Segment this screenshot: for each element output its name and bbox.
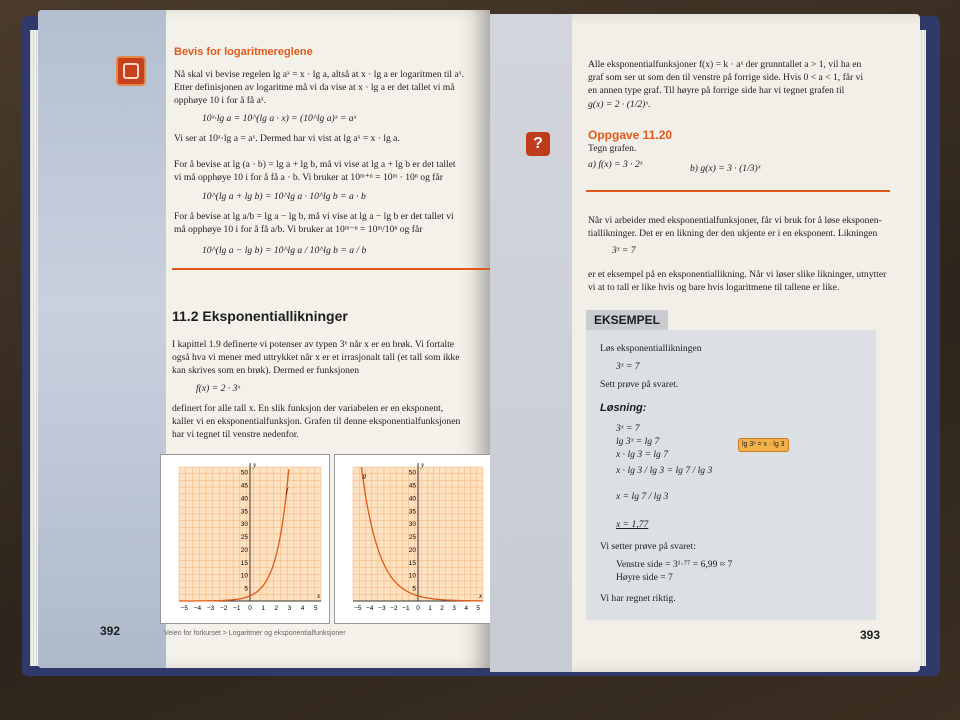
proof-line: vi må opphøye 10 i for å få a · b. Vi bruker at 10ᵐ⁺ⁿ = 10ᵐ · 10ⁿ og får (174, 172, 443, 183)
graph-g (334, 454, 490, 624)
page-footer: Veien for forkurset > Logaritmer og eksponentialfunksjoner (164, 630, 346, 637)
proof-line: For å bevise at lg a/b = lg a − lg b, må vi vise at lg a − lg b er det tallet vi (174, 211, 454, 222)
x-tick-label: −3 (378, 605, 386, 612)
x-tick-label: −4 (366, 605, 374, 612)
x-tick-label: 0 (416, 605, 420, 612)
right-page (490, 14, 920, 672)
solution-result: x = 1,77 (616, 519, 649, 530)
solution-step: x · lg 3 = lg 7 (616, 449, 669, 460)
solution-step: x · lg 3 / lg 3 = lg 7 / lg 3 (616, 465, 713, 476)
solution-step: lg 3ˣ = lg 7 (616, 436, 660, 447)
y-tick-label: 45 (240, 482, 248, 490)
body-line: kan skrives som en brøk). Dermed er funksjonen (172, 365, 360, 376)
y-tick-label: 5 (412, 585, 416, 593)
section-rule (172, 268, 490, 270)
intro-line: graf som ser ut som den til venstre på forrige side. Hvis 0 < a < 1, får vi (588, 72, 864, 83)
solution-step: 3ˣ = 7 (616, 423, 640, 434)
y-tick-label: 30 (240, 521, 248, 529)
x-tick-label: −3 (206, 605, 215, 612)
x-tick-label: −1 (233, 605, 241, 612)
proof-line: Nå skal vi bevise regelen lg aˣ = x · lg a, altså at x · lg a er logaritmen til aˣ. (174, 69, 464, 80)
y-tick-label: 10 (408, 572, 416, 580)
body-line: kaller vi en eksponentialfunksjon. Grafen til denne eksponentialfunksjonen (172, 416, 461, 427)
curve-label: f (286, 486, 289, 495)
equation: 10^(lg a − lg b) = 10^lg a / 10^lg b = a / b (202, 245, 367, 256)
y-tick-label: 10 (240, 572, 248, 580)
x-tick-label: 4 (464, 605, 468, 612)
y-tick-label: 25 (240, 534, 248, 542)
solution-step: x = lg 7 / lg 3 (616, 491, 669, 502)
example-tab: EKSEMPEL (586, 310, 668, 330)
y-tick-label: 45 (408, 482, 416, 490)
graph-f (160, 454, 330, 624)
proof-icon (116, 56, 146, 86)
proof-text: Vi ser at 10ˣ·lg a = aˣ. Dermed har vi vist at lg aˣ = x · lg a. (174, 133, 400, 144)
body-line: også hva vi mener med uttrykket når x er et irrasjonalt tall (et tall som ikke (172, 352, 460, 363)
example-check: Sett prøve på svaret. (600, 379, 679, 390)
section-title: 11.2 Eksponentiallikninger (172, 308, 348, 324)
left-page (38, 10, 490, 668)
para-line: tiallikninger. Det er en likning der den ukjente er i en eksponent. Likningen (588, 228, 878, 239)
task-prompt: Tegn grafen. (588, 143, 637, 154)
x-axis-label: x (479, 592, 483, 600)
y-tick-label: 50 (408, 469, 416, 477)
page-number: 392 (100, 624, 121, 638)
x-tick-label: −4 (193, 605, 202, 612)
proof-line: For å bevise at lg (a · b) = lg a + lg b, må vi vise at lg a + lg b er det tallet (174, 159, 456, 170)
body-line: har vi tegnet til venstre nedenfor. (172, 429, 299, 440)
x-tick-label: −2 (219, 605, 228, 612)
x-axis-label: x (317, 592, 321, 600)
left-margin-band (38, 10, 166, 668)
y-tick-label: 40 (240, 495, 248, 503)
x-tick-label: 5 (476, 605, 480, 612)
y-tick-label: 20 (240, 546, 248, 554)
x-tick-label: −5 (180, 605, 188, 612)
para-line: vi at to tall er like hvis og bare hvis logaritmene til tallene er like. (588, 282, 840, 293)
verify-intro: Vi setter prøve på svaret: (600, 541, 696, 552)
proof-line: Etter definisjonen av logaritme må vi da vise at x · lg a er det tallet vi må (174, 82, 455, 93)
y-axis-label: y (421, 461, 425, 469)
equation: 10^(lg a + lg b) = 10^lg a · 10^lg b = a · b (202, 191, 366, 202)
function-definition: f(x) = 2 · 3ˣ (196, 383, 241, 394)
hint-badge: lg 3ˣ = x · lg 3 (738, 438, 789, 452)
right-margin-band (490, 14, 572, 672)
y-tick-label: 35 (408, 508, 416, 516)
x-tick-label: 1 (261, 605, 265, 612)
task-rule (586, 190, 890, 192)
x-tick-label: −1 (402, 605, 410, 612)
x-tick-label: 2 (274, 605, 279, 612)
verify-right: Høyre side = 7 (616, 572, 673, 583)
para-line: er et eksempel på en eksponentiallikning. Når vi løser slike likninger, utnytter (588, 269, 887, 280)
intro-function: g(x) = 2 · (1/2)ˣ. (588, 99, 651, 110)
y-tick-label: 25 (408, 534, 416, 542)
task-b: b) g(x) = 3 · (1/3)ˣ (690, 163, 761, 174)
task-icon: ? (526, 132, 550, 156)
y-tick-label: 5 (244, 585, 248, 593)
y-axis-label: y (253, 461, 257, 469)
x-tick-label: 5 (313, 605, 318, 612)
intro-line: en annen type graf. Til høyre på forrige side har vi tegnet grafen til (588, 85, 845, 96)
x-tick-label: 3 (287, 605, 292, 612)
y-tick-label: 15 (408, 559, 416, 567)
x-tick-label: 4 (300, 605, 305, 612)
verify-done: Vi har regnet riktig. (600, 593, 676, 604)
x-tick-label: 2 (440, 605, 444, 612)
y-tick-label: 50 (240, 469, 248, 477)
task-title: Oppgave 11.20 (588, 128, 673, 142)
x-tick-label: 3 (452, 605, 456, 612)
page-number: 393 (860, 628, 881, 642)
example-equation: 3ˣ = 7 (616, 361, 640, 372)
y-tick-label: 30 (408, 521, 416, 529)
proof-title: Bevis for logaritmereglene (174, 46, 313, 58)
proof-line: opphøye 10 i for å få aˣ. (174, 95, 267, 106)
intro-line: Alle eksponentialfunksjoner f(x) = k · aˣ der grunntallet a > 1, vil ha en (588, 59, 862, 70)
body-line: I kapittel 1.9 definerte vi potenser av typen 3ˣ når x er en brøk. Vi fortalte (172, 339, 455, 350)
solution-label: Løsning: (600, 402, 647, 414)
y-tick-label: 20 (408, 546, 416, 554)
para-line: Når vi arbeider med eksponentialfunksjoner, får vi bruk for å løse eksponen- (588, 215, 882, 226)
task-a: a) f(x) = 3 · 2ˣ (588, 159, 643, 170)
verify-left: Venstre side = 3¹·⁷⁷ = 6,99 ≈ 7 (616, 559, 733, 570)
example-box (586, 330, 876, 620)
curve-label: g (362, 471, 367, 480)
x-tick-label: −2 (390, 605, 398, 612)
y-tick-label: 35 (240, 508, 248, 516)
x-tick-label: −5 (354, 605, 362, 612)
x-tick-label: 1 (428, 605, 432, 612)
x-tick-label: 0 (248, 605, 252, 612)
para-equation: 3ˣ = 7 (612, 245, 636, 256)
body-line: definert for alle tall x. En slik funksjon der variabelen er en eksponent, (172, 403, 444, 414)
y-tick-label: 15 (240, 559, 248, 567)
example-task: Løs eksponentiallikningen (600, 343, 702, 354)
y-tick-label: 40 (408, 495, 416, 503)
proof-line: må opphøye 10 i for å få a/b. Vi bruker at 10ᵐ⁻ⁿ = 10ᵐ/10ⁿ og får (174, 224, 423, 235)
equation: 10ˣ·lg a = 10^(lg a · x) = (10^lg a)ˣ = aˣ (202, 113, 357, 124)
